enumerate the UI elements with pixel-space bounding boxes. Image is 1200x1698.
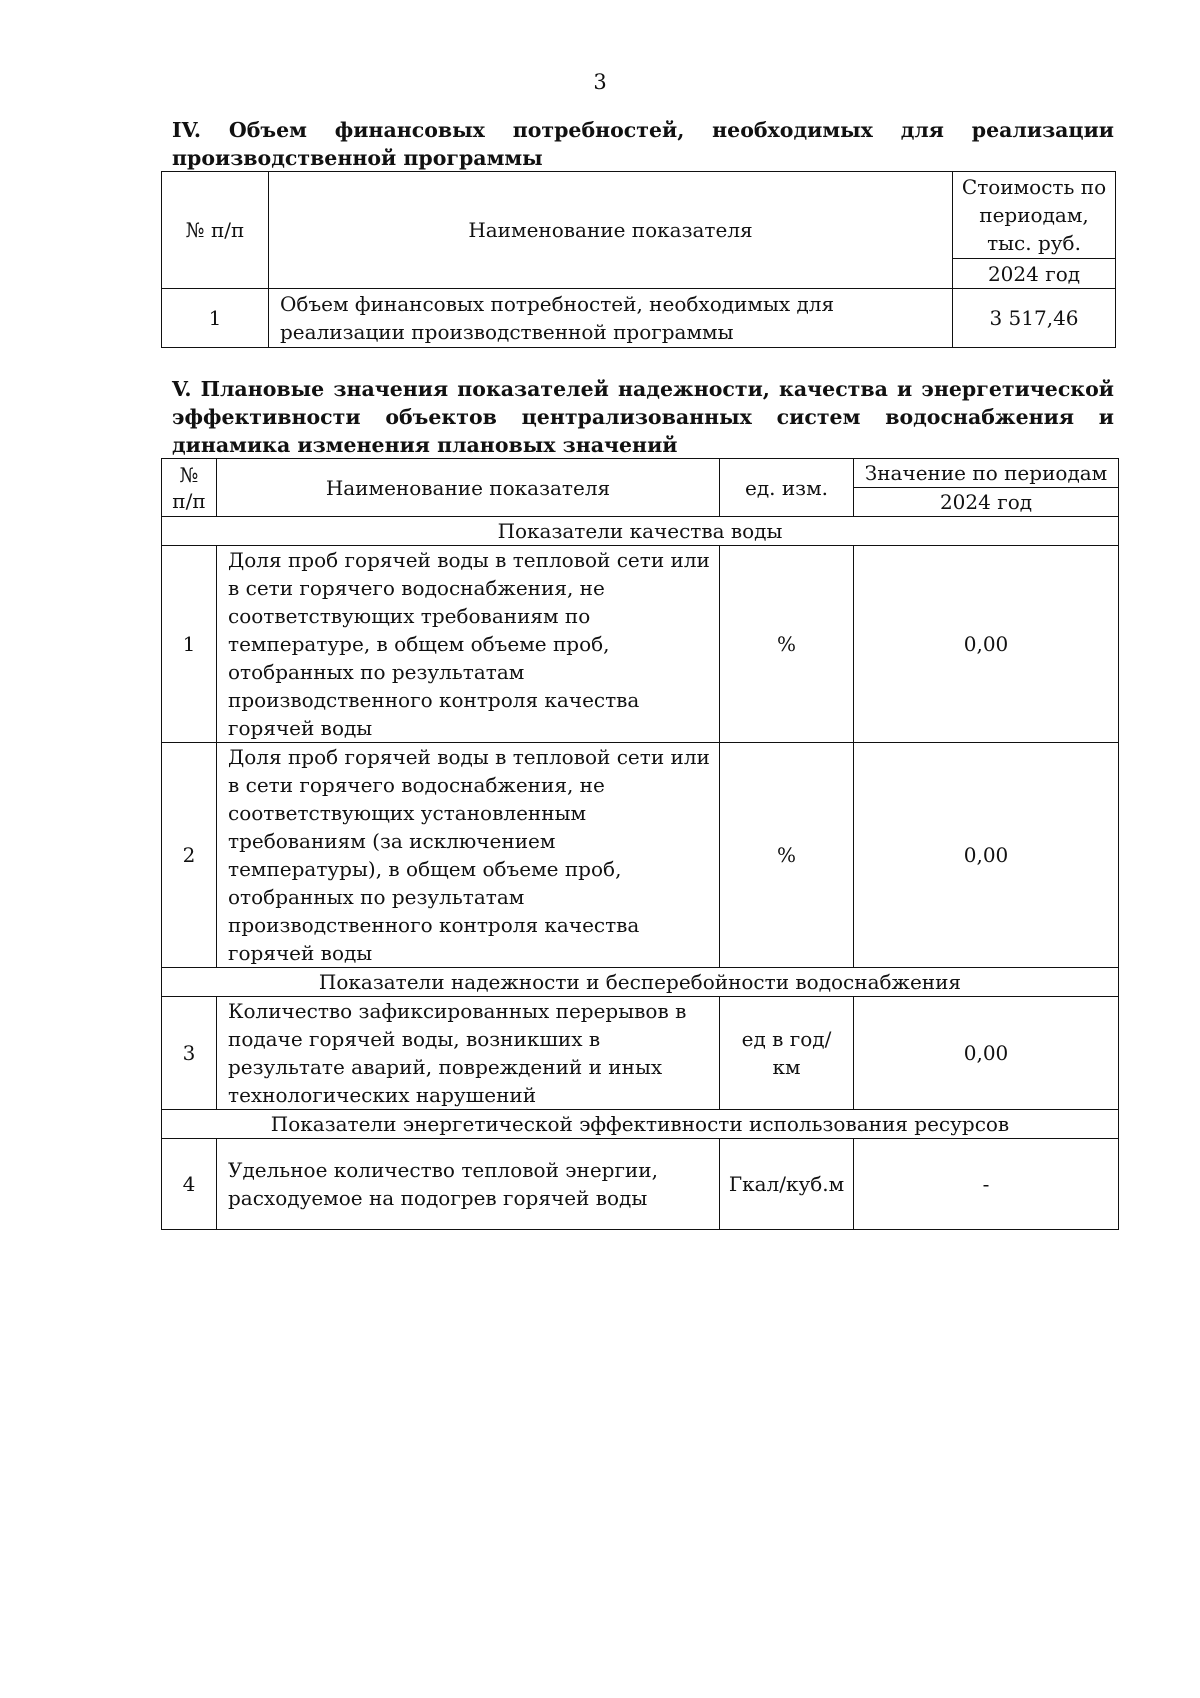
table-header-row: [162, 172, 1116, 259]
row-name: Удельное количество тепловой энергии, расходуемое на подогрев горячей воды: [217, 1139, 720, 1230]
header-name: Наименование показателя: [269, 172, 953, 289]
row-num: 3: [162, 997, 217, 1110]
row-name: Объем финансовых потребностей, необходимых для реализации производственной программы: [269, 289, 953, 348]
row-name: Доля проб горячей воды в тепловой сети или в сети горячего водоснабжения, не соответствующих установленным требованиям (за исключением температуры), в общем объеме проб, отобранных по результатам производственного контроля качества горячей воды: [217, 743, 720, 968]
row-unit: %: [720, 743, 854, 968]
header-values: Значение по периодам: [854, 459, 1119, 488]
row-value: 3 517,46: [953, 289, 1116, 348]
row-name: Количество зафиксированных перерывов в подаче горячей воды, возникших в результате аварий, повреждений и иных технологических нарушений: [217, 997, 720, 1110]
financial-needs-table: [161, 171, 1116, 348]
table-row: [162, 289, 1116, 348]
row-value: -: [854, 1139, 1119, 1230]
header-num: № п/п: [162, 459, 217, 517]
group-title: Показатели энергетической эффективности использования ресурсов: [162, 1110, 1119, 1139]
row-value: 0,00: [854, 743, 1119, 968]
header-year: 2024 год: [854, 488, 1119, 517]
group-row-reliability: [162, 968, 1119, 997]
row-name: Доля проб горячей воды в тепловой сети или в сети горячего водоснабжения, не соответствующих требованиям по температуре, в общем объеме проб, отобранных по результатам производственного контроля качества горячей воды: [217, 546, 720, 743]
group-row-energy-efficiency: [162, 1110, 1119, 1139]
table-row: [162, 1139, 1119, 1230]
row-num: 4: [162, 1139, 217, 1230]
row-value: 0,00: [854, 997, 1119, 1110]
row-num: 1: [162, 546, 217, 743]
row-value: 0,00: [854, 546, 1119, 743]
row-num: 2: [162, 743, 217, 968]
table-row: [162, 743, 1119, 968]
row-num: 1: [162, 289, 269, 348]
header-cost: Стоимость по периодам, тыс. руб.: [953, 172, 1116, 259]
section-5-title: V. Плановые значения показателей надежности, качества и энергетической эффективности объектов централизованных систем водоснабжения и динамика изменения плановых значений: [172, 377, 1114, 457]
row-unit: Гкал/куб.м: [720, 1139, 854, 1230]
table-row: [162, 546, 1119, 743]
table-header-row: [162, 459, 1119, 488]
group-row-water-quality: [162, 517, 1119, 546]
table-row: [162, 997, 1119, 1110]
header-num: № п/п: [162, 172, 269, 289]
section-4-title: IV. Объем финансовых потребностей, необходимых для реализации производственной программы: [172, 118, 1114, 170]
header-year: 2024 год: [953, 259, 1116, 289]
row-unit: ед в год/ км: [720, 997, 854, 1110]
group-title: Показатели качества воды: [162, 517, 1119, 546]
indicators-table: [161, 458, 1119, 1230]
header-name: Наименование показателя: [217, 459, 720, 517]
header-unit: ед. изм.: [720, 459, 854, 517]
group-title: Показатели надежности и бесперебойности водоснабжения: [162, 968, 1119, 997]
page-number: 3: [593, 70, 607, 94]
row-unit: %: [720, 546, 854, 743]
